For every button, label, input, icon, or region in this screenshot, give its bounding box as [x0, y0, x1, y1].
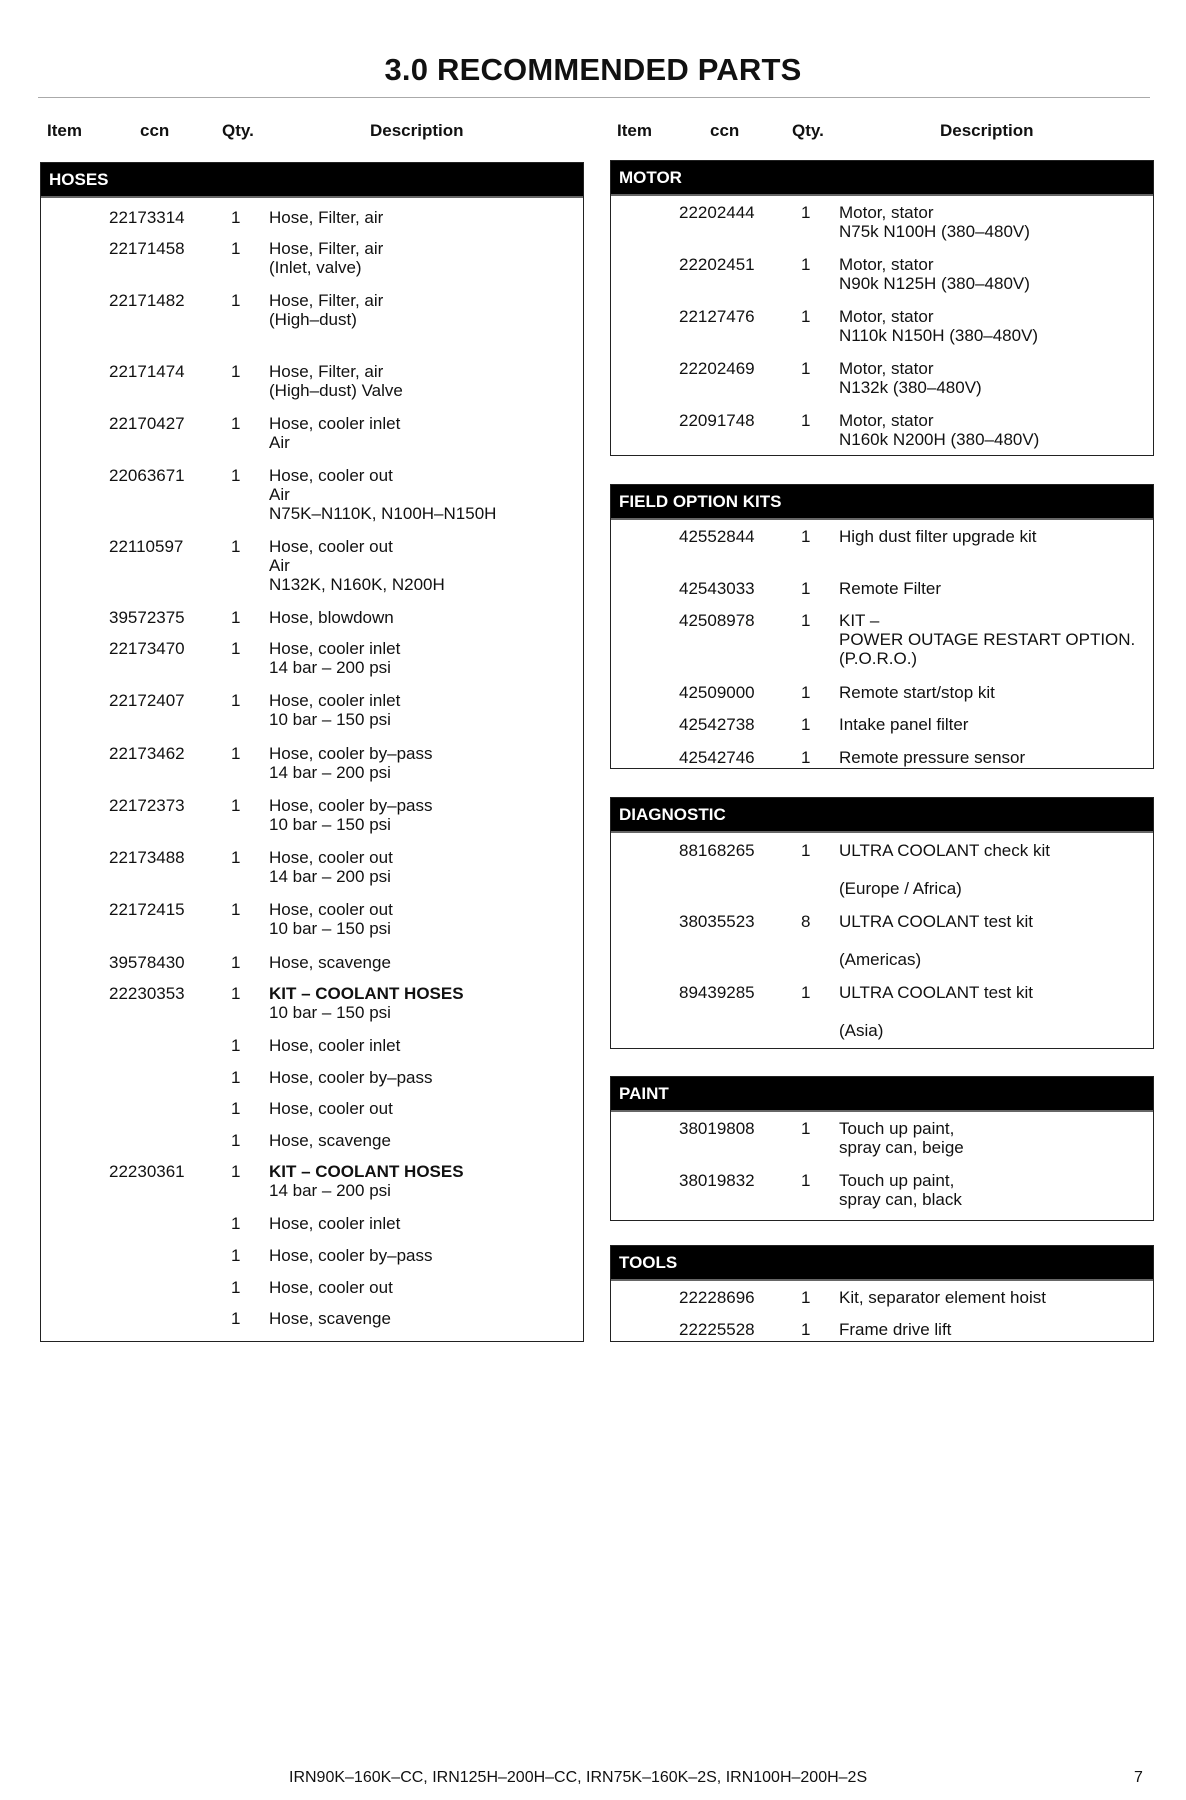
description-cell [839, 1288, 1046, 1307]
section-title: FIELD OPTION KITS [611, 485, 1153, 520]
ccn-cell: 22171458 [109, 239, 185, 258]
description-cell [839, 715, 968, 734]
description-line: Air [269, 485, 290, 504]
description-line: Hose, cooler out [269, 537, 393, 556]
description-line: ULTRA COOLANT check kit [839, 841, 1050, 860]
qty-cell: 1 [801, 611, 811, 630]
description-line: N132k (380–480V) [839, 378, 982, 397]
qty-cell: 1 [231, 1278, 241, 1297]
description-line: Hose, scavenge [269, 1131, 391, 1150]
ccn-cell: 22063671 [109, 466, 185, 485]
ccn-cell: 88168265 [679, 841, 755, 860]
description-line: Touch up paint, [839, 1119, 955, 1138]
ccn-cell: 22202444 [679, 203, 755, 222]
description-cell [269, 1214, 400, 1233]
description-cell [269, 291, 383, 329]
section-title: MOTOR [611, 161, 1153, 196]
description-line: KIT – COOLANT HOSES [269, 984, 464, 1003]
ccn-cell: 22173470 [109, 639, 185, 658]
description-cell [269, 639, 400, 677]
description-line: Air [269, 556, 290, 575]
qty-cell: 1 [801, 527, 811, 546]
qty-cell: 1 [231, 1036, 241, 1055]
description-line: Intake panel filter [839, 715, 969, 734]
section-tools [610, 1245, 1154, 1342]
header-description: Description [370, 121, 464, 140]
qty-cell: 1 [231, 466, 241, 485]
section-diagnostic [610, 797, 1154, 1049]
description-cell [269, 984, 464, 1022]
ccn-cell: 22202451 [679, 255, 755, 274]
description-line: POWER OUTAGE RESTART OPTION. [839, 630, 1136, 649]
ccn-cell: 22170427 [109, 414, 185, 433]
description-line: 14 bar – 200 psi [269, 658, 391, 677]
description-line: Hose, Filter, air [269, 208, 384, 227]
ccn-cell: 22127476 [679, 307, 755, 326]
description-line: Remote Filter [839, 579, 942, 598]
qty-cell: 1 [231, 414, 241, 433]
title-divider [38, 97, 1150, 98]
description-line: spray can, black [839, 1190, 962, 1209]
qty-cell: 1 [231, 744, 241, 763]
section-motor [610, 160, 1154, 456]
description-line: (High–dust) Valve [269, 381, 403, 400]
description-cell [269, 1131, 391, 1150]
description-line: Touch up paint, [839, 1171, 955, 1190]
qty-cell: 1 [801, 255, 811, 274]
section-hoses [40, 162, 584, 1342]
description-line: ULTRA COOLANT test kit [839, 983, 1033, 1002]
description-cell [839, 1119, 964, 1157]
description-line: Hose, scavenge [269, 1309, 391, 1328]
header-item: Item [47, 121, 82, 140]
header-qty: Qty. [792, 121, 824, 140]
ccn-cell: 38019808 [679, 1119, 755, 1138]
description-cell [269, 466, 496, 523]
ccn-cell: 22225528 [679, 1320, 755, 1339]
description-line: Hose, cooler inlet [269, 414, 401, 433]
ccn-cell: 22173462 [109, 744, 185, 763]
ccn-cell: 42543033 [679, 579, 755, 598]
ccn-cell: 42542746 [679, 748, 755, 767]
description-cell [269, 744, 432, 782]
qty-cell: 1 [231, 984, 241, 1003]
description-line: KIT – COOLANT HOSES [269, 1162, 464, 1181]
description-cell [269, 414, 400, 452]
ccn-cell: 42508978 [679, 611, 755, 630]
description-cell [269, 608, 394, 627]
description-cell [839, 203, 1030, 241]
qty-cell: 1 [801, 683, 811, 702]
description-cell [839, 683, 995, 702]
description-line: (Inlet, valve) [269, 258, 362, 277]
description-cell [269, 1246, 432, 1265]
description-line: Hose, Filter, air [269, 291, 384, 310]
description-cell [269, 953, 391, 972]
description-line: Kit, separator element hoist [839, 1288, 1046, 1307]
description-line: Motor, stator [839, 255, 934, 274]
description-line: Hose, cooler by–pass [269, 1246, 433, 1265]
description-line: Hose, cooler by–pass [269, 744, 433, 763]
qty-cell: 1 [231, 1099, 241, 1118]
description-cell [269, 1099, 393, 1118]
qty-cell: 1 [801, 307, 811, 326]
description-line: Hose, cooler out [269, 848, 393, 867]
description-line: KIT – [839, 611, 880, 630]
description-line: 10 bar – 150 psi [269, 919, 391, 938]
qty-cell: 1 [231, 537, 241, 556]
qty-cell: 1 [801, 715, 811, 734]
header-qty: Qty. [222, 121, 254, 140]
description-cell [269, 1036, 400, 1055]
ccn-cell: 89439285 [679, 983, 755, 1002]
description-line: Hose, cooler out [269, 1278, 393, 1297]
description-line: N90k N125H (380–480V) [839, 274, 1030, 293]
description-line: Hose, cooler inlet [269, 1036, 401, 1055]
description-cell [839, 255, 1030, 293]
qty-cell: 1 [231, 796, 241, 815]
ccn-cell: 22230353 [109, 984, 185, 1003]
description-line: 14 bar – 200 psi [269, 1181, 391, 1200]
description-cell [269, 848, 393, 886]
ccn-cell: 42542738 [679, 715, 755, 734]
description-cell [269, 208, 383, 227]
description-line: Hose, cooler out [269, 900, 393, 919]
description-cell [269, 900, 393, 938]
ccn-cell: 22110597 [109, 537, 184, 556]
qty-cell: 1 [231, 848, 241, 867]
description-line: 14 bar – 200 psi [269, 763, 391, 782]
qty-cell: 1 [231, 1162, 241, 1181]
description-line: Hose, Filter, air [269, 362, 384, 381]
description-line: 14 bar – 200 psi [269, 867, 391, 886]
description-line: (High–dust) [269, 310, 357, 329]
footer-model-list: IRN90K–160K–CC, IRN125H–200H–CC, IRN75K–160K–2S, IRN100H–200H–2S [289, 1769, 868, 1786]
section-title: DIAGNOSTIC [611, 798, 1153, 833]
description-line: spray can, beige [839, 1138, 964, 1157]
description-cell [839, 527, 1037, 546]
description-line: 10 bar – 150 psi [269, 1003, 391, 1022]
line-spacer [839, 860, 1050, 879]
description-cell [839, 841, 1050, 898]
line-spacer [839, 1002, 1033, 1021]
description-cell [269, 1068, 432, 1087]
description-cell [839, 983, 1033, 1040]
description-cell [269, 1162, 464, 1200]
qty-cell: 1 [801, 1320, 811, 1339]
qty-cell: 1 [231, 208, 241, 227]
description-line: Hose, cooler by–pass [269, 796, 433, 815]
description-line: High dust filter upgrade kit [839, 527, 1037, 546]
description-line: N110k N150H (380–480V) [839, 326, 1039, 345]
ccn-cell: 22171482 [109, 291, 185, 310]
ccn-cell: 22173488 [109, 848, 185, 867]
description-line: Air [269, 433, 290, 452]
section-title: PAINT [611, 1077, 1153, 1112]
description-line: N160k N200H (380–480V) [839, 430, 1040, 449]
section-paint [610, 1076, 1154, 1221]
description-line: 10 bar – 150 psi [269, 710, 391, 729]
description-line: Remote start/stop kit [839, 683, 995, 702]
ccn-cell: 22171474 [109, 362, 185, 381]
qty-cell: 1 [231, 362, 241, 381]
description-line: Motor, stator [839, 411, 934, 430]
description-cell [839, 748, 1025, 767]
description-line: N75k N100H (380–480V) [839, 222, 1030, 241]
qty-cell: 1 [231, 900, 241, 919]
description-line: 10 bar – 150 psi [269, 815, 391, 834]
qty-cell: 1 [231, 1309, 241, 1328]
description-cell [269, 362, 403, 400]
qty-cell: 1 [801, 411, 811, 430]
description-line: (P.O.R.O.) [839, 649, 918, 668]
qty-cell: 1 [801, 748, 811, 767]
description-cell [269, 1278, 393, 1297]
ccn-cell: 22173314 [109, 208, 185, 227]
qty-cell: 1 [231, 1131, 241, 1150]
ccn-cell: 22230361 [109, 1162, 185, 1181]
description-line: Hose, blowdown [269, 608, 394, 627]
description-line: Hose, Filter, air [269, 239, 384, 258]
qty-cell: 1 [801, 1288, 811, 1307]
qty-cell: 1 [801, 983, 811, 1002]
qty-cell: 1 [231, 691, 241, 710]
description-line: Hose, cooler by–pass [269, 1068, 433, 1087]
description-cell [839, 579, 941, 598]
description-cell [269, 691, 400, 729]
description-cell [839, 1171, 962, 1209]
description-cell [839, 411, 1039, 449]
qty-cell: 1 [231, 1246, 241, 1265]
description-line: ULTRA COOLANT test kit [839, 912, 1033, 931]
ccn-cell: 39572375 [109, 608, 185, 627]
description-line: (Asia) [839, 1021, 884, 1040]
page-number: 7 [1134, 1769, 1143, 1786]
description-line: Hose, cooler inlet [269, 691, 401, 710]
page-title: 3.0 RECOMMENDED PARTS [384, 52, 802, 87]
description-cell [839, 912, 1033, 969]
ccn-cell: 42552844 [679, 527, 755, 546]
qty-cell: 1 [231, 291, 241, 310]
ccn-cell: 22172415 [109, 900, 185, 919]
section-field-option-kits [610, 484, 1154, 769]
header-item: Item [617, 121, 652, 140]
description-cell [839, 1320, 951, 1339]
description-line: N132K, N160K, N200H [269, 575, 445, 594]
qty-cell: 1 [231, 1068, 241, 1087]
header-ccn: ccn [710, 121, 740, 140]
description-cell [839, 359, 982, 397]
description-cell [839, 307, 1038, 345]
ccn-cell: 22091748 [679, 411, 755, 430]
ccn-cell: 38019832 [679, 1171, 755, 1190]
description-line: Hose, cooler inlet [269, 639, 401, 658]
column-headers-right [610, 121, 1156, 145]
description-line: Motor, stator [839, 203, 934, 222]
qty-cell: 1 [801, 841, 811, 860]
qty-cell: 1 [231, 1214, 241, 1233]
qty-cell: 1 [231, 639, 241, 658]
column-headers-left [40, 121, 586, 145]
description-line: Motor, stator [839, 359, 934, 378]
description-line: Frame drive lift [839, 1320, 952, 1339]
qty-cell: 1 [231, 239, 241, 258]
ccn-cell: 22202469 [679, 359, 755, 378]
ccn-cell: 22172373 [109, 796, 185, 815]
qty-cell: 1 [801, 1171, 811, 1190]
description-line: Hose, scavenge [269, 953, 391, 972]
line-spacer [839, 931, 1033, 950]
ccn-cell: 42509000 [679, 683, 755, 702]
ccn-cell: 22228696 [679, 1288, 755, 1307]
description-cell [269, 537, 445, 594]
qty-cell: 8 [801, 912, 811, 931]
description-cell [269, 796, 432, 834]
ccn-cell: 22172407 [109, 691, 185, 710]
description-line: (Europe / Africa) [839, 879, 962, 898]
description-line: Hose, cooler inlet [269, 1214, 401, 1233]
description-line: N75K–N110K, N100H–N150H [269, 504, 497, 523]
description-cell [269, 1309, 391, 1328]
qty-cell: 1 [231, 953, 241, 972]
description-line: Hose, cooler out [269, 466, 393, 485]
description-line: Hose, cooler out [269, 1099, 393, 1118]
description-cell [839, 611, 1135, 668]
header-ccn: ccn [140, 121, 170, 140]
header-description: Description [940, 121, 1034, 140]
description-cell [269, 239, 383, 277]
qty-cell: 1 [801, 203, 811, 222]
description-line: (Americas) [839, 950, 922, 969]
description-line: Motor, stator [839, 307, 934, 326]
section-title: TOOLS [611, 1246, 1153, 1281]
qty-cell: 1 [801, 359, 811, 378]
ccn-cell: 38035523 [679, 912, 755, 931]
qty-cell: 1 [231, 608, 241, 627]
description-line: Remote pressure sensor [839, 748, 1026, 767]
ccn-cell: 39578430 [109, 953, 185, 972]
qty-cell: 1 [801, 579, 811, 598]
section-title: HOSES [41, 163, 583, 198]
qty-cell: 1 [801, 1119, 811, 1138]
